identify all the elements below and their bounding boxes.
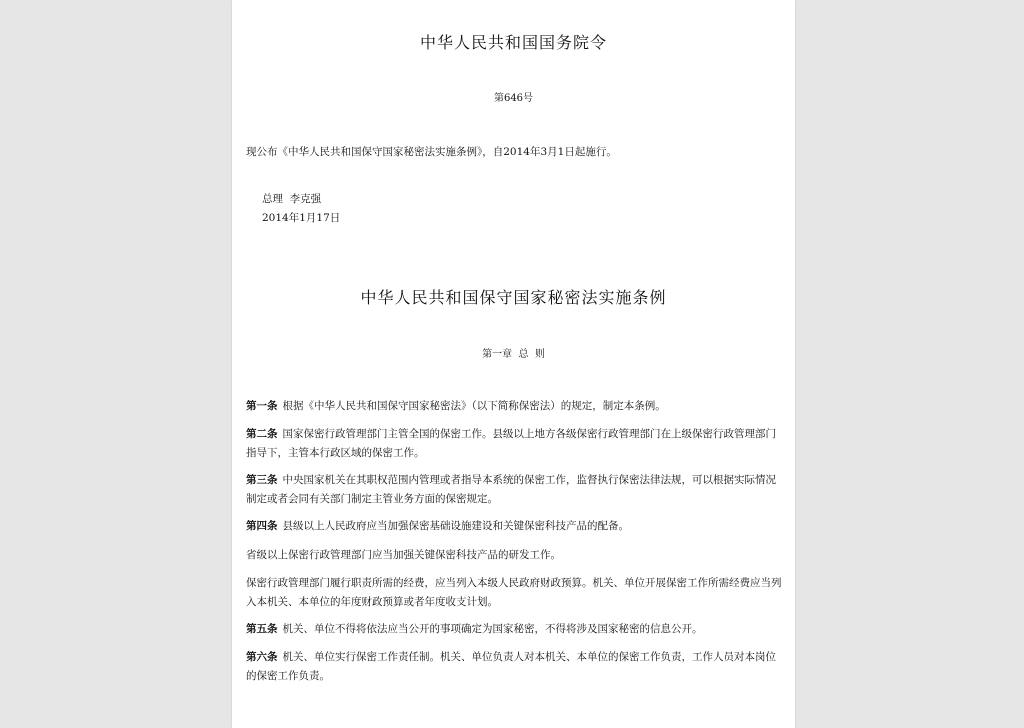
article-text: 国家保密行政管理部门主管全国的保密工作。县级以上地方各级保密行政管理部门在上级保密行政管理部门指导下，主管本行政区域的保密工作。 xyxy=(246,428,776,459)
article-label: 第一条 xyxy=(246,400,278,412)
article-label: 第三条 xyxy=(246,474,278,486)
article-text: 机关、单位不得将依法应当公开的事项确定为国家秘密，不得将涉及国家秘密的信息公开。 xyxy=(282,623,703,635)
signatory: 总理 李克强 xyxy=(262,193,322,205)
article-3 xyxy=(246,471,782,509)
article-label: 第四条 xyxy=(246,520,278,532)
article-label: 第五条 xyxy=(246,623,278,635)
document-page xyxy=(232,0,795,728)
article-4 xyxy=(246,517,782,536)
regulation-title: 中华人民共和国保守国家秘密法实施条例 xyxy=(360,288,667,307)
article-text: 省级以上保密行政管理部门应当加强关键保密科技产品的研发工作。 xyxy=(246,549,561,561)
sign-date: 2014年1月17日 xyxy=(262,212,341,224)
article-text: 保密行政管理部门履行职责所需的经费，应当列入本级人民政府财政预算。机关、单位开展保密工作所需经费应当列入本机关、本单位的年度财政预算或者年度收支计划。 xyxy=(246,577,782,608)
article-1 xyxy=(246,397,782,416)
order-title: 中华人民共和国国务院令 xyxy=(419,33,607,52)
order-number: 第646号 xyxy=(493,93,534,104)
article-6 xyxy=(246,648,782,686)
article-5 xyxy=(246,620,782,639)
article-4-paragraph-3 xyxy=(246,574,782,612)
article-4-paragraph-2 xyxy=(246,546,782,565)
article-text: 中央国家机关在其职权范围内管理或者指导本系统的保密工作，监督执行保密法律法规，可以根据实际情况制定或者会同有关部门制定主管业务方面的保密规定。 xyxy=(246,474,776,505)
article-2 xyxy=(246,425,782,463)
chapter-heading: 第一章 总 则 xyxy=(482,349,545,360)
article-label: 第六条 xyxy=(246,651,278,663)
article-label: 第二条 xyxy=(246,428,278,440)
promulgation-text: 现公布《中华人民共和国保守国家秘密法实施条例》，自2014年3月1日起施行。 xyxy=(246,146,617,158)
article-text: 县级以上人民政府应当加强保密基础设施建设和关键保密科技产品的配备。 xyxy=(282,520,629,532)
article-text: 机关、单位实行保密工作责任制。机关、单位负责人对本机关、本单位的保密工作负责，工作人员对本岗位的保密工作负责。 xyxy=(246,651,776,682)
article-text: 根据《中华人民共和国保守国家秘密法》（以下简称保密法）的规定，制定本条例。 xyxy=(282,400,666,412)
